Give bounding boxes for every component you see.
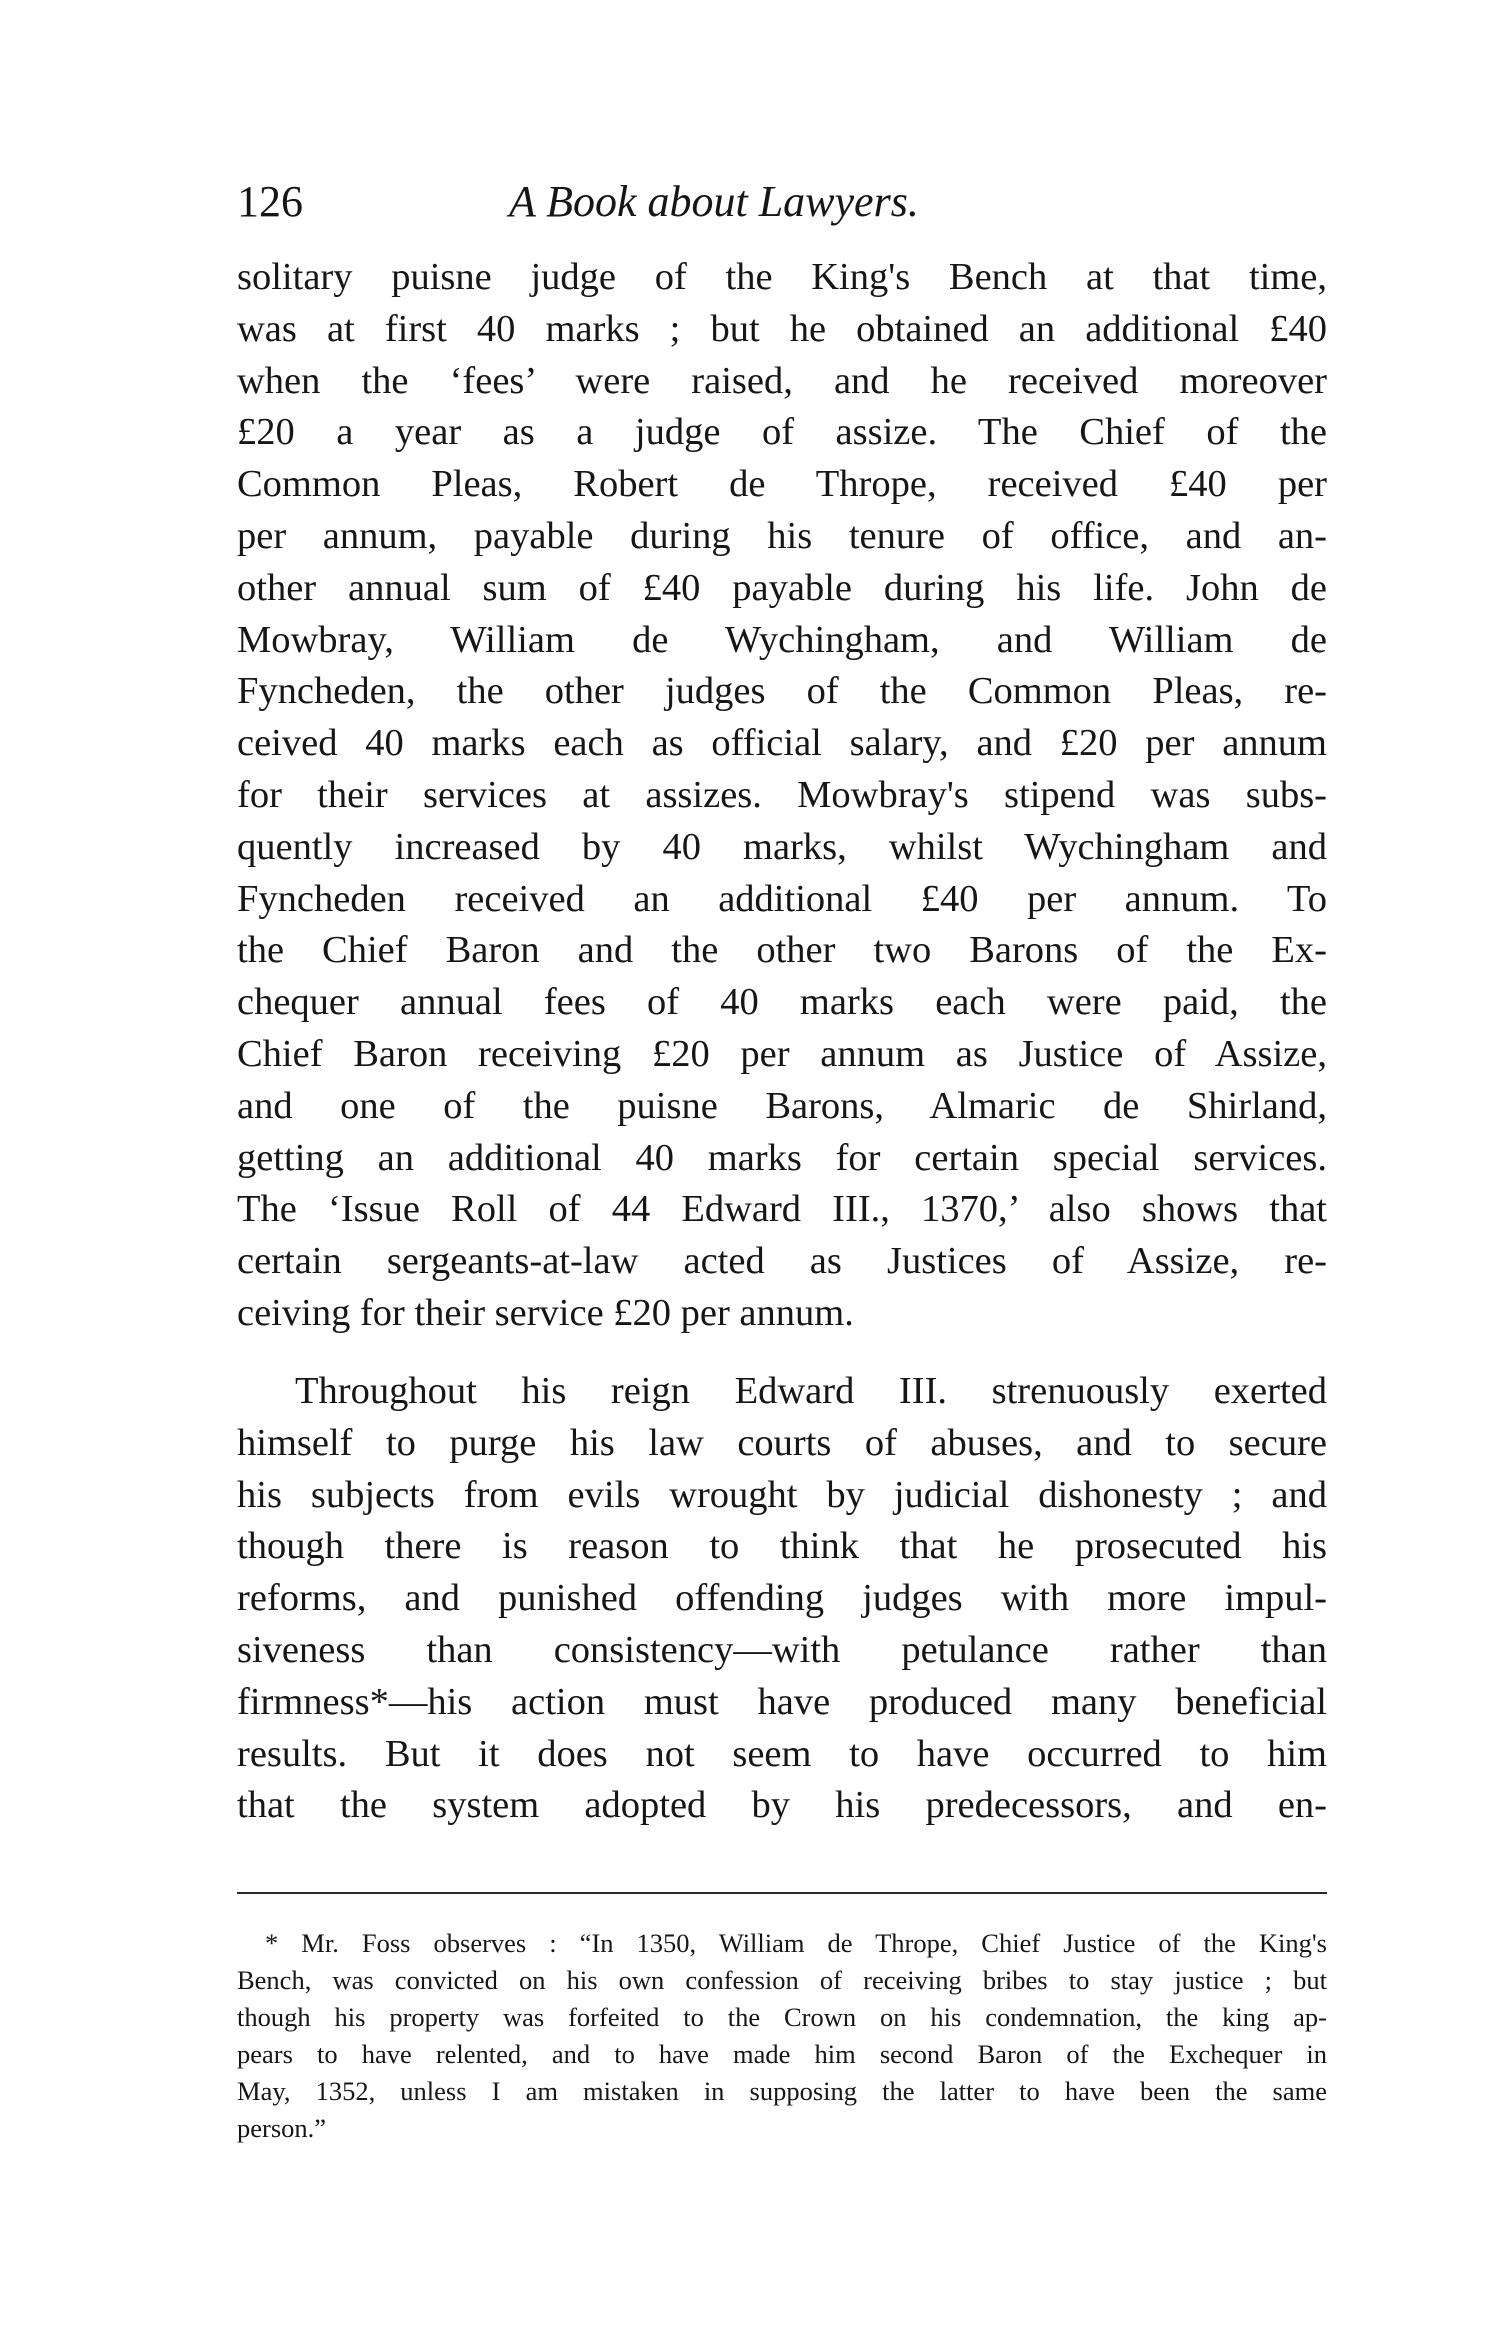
text-line: The ‘Issue Roll of 44 Edward III., 1370,’ also shows that [237, 1188, 1327, 1231]
text-line: per annum, payable during his tenure of office, and an- [237, 514, 1327, 557]
text-line: Throughout his reign Edward III. strenuously exerted [295, 1370, 1327, 1412]
footnote-line: Bench, was convicted on his own confession of receiving bribes to stay justice ; but [237, 1965, 1327, 1995]
text-line: and one of the puisne Barons, Almaric de Shirland, [237, 1084, 1327, 1127]
footnote-line: pears to have relented, and to have made him second Baron of the Exchequer in [237, 2039, 1327, 2069]
text-line: results. But it does not seem to have occurred to him [237, 1732, 1327, 1775]
running-title: A Book about Lawyers. [509, 177, 919, 226]
text-line: Fyncheden, the other judges of the Common Pleas, re- [237, 670, 1327, 713]
paragraph-continued [237, 252, 1327, 1340]
footnote-line: though his property was forfeited to the Crown on his condemnation, the king ap- [237, 2002, 1327, 2032]
text-line: the Chief Baron and the other two Barons of the Ex- [237, 929, 1327, 972]
text-line: solitary puisne judge of the King's Bench at that time, [237, 256, 1327, 298]
text-line: £20 a year as a judge of assize. The Chief of the [237, 411, 1327, 454]
text-line: siveness than consistency—with petulance rather than [237, 1628, 1327, 1671]
footnote-line: person.” [237, 2113, 327, 2143]
footnote [237, 1925, 1327, 2147]
page-number: 126 [237, 177, 303, 226]
text-line: though there is reason to think that he prosecuted his [237, 1525, 1327, 1568]
footnote-line: * Mr. Foss observes : “In 1350, William de Thrope, Chief Justice of the King's [265, 1928, 1327, 1958]
text-line: Common Pleas, Robert de Thrope, received £40 per [237, 463, 1327, 506]
text-line: himself to purge his law courts of abuses, and to secure [237, 1421, 1327, 1464]
text-line: quently increased by 40 marks, whilst Wychingham and [237, 825, 1327, 868]
text-line: that the system adopted by his predecessors, and en- [237, 1784, 1327, 1827]
footnote-divider [237, 1892, 1327, 1894]
text-line: reforms, and punished offending judges with more impul- [237, 1577, 1327, 1620]
text-line: was at first 40 marks ; but he obtained an additional £40 [237, 307, 1327, 350]
text-line: ceived 40 marks each as official salary, and £20 per annum [237, 722, 1327, 765]
paragraph-edward-iii [237, 1366, 1327, 1832]
running-head [237, 172, 1327, 234]
text-line: Mowbray, William de Wychingham, and William de [237, 618, 1327, 661]
text-line: certain sergeants-at-law acted as Justices of Assize, re- [237, 1240, 1327, 1283]
text-line: his subjects from evils wrought by judicial dishonesty ; and [237, 1473, 1327, 1516]
text-line: Fyncheden received an additional £40 per annum. To [237, 877, 1327, 920]
text-line: ceiving for their service £20 per annum. [237, 1291, 854, 1334]
text-line: getting an additional 40 marks for certain special services. [237, 1136, 1327, 1179]
text-line: other annual sum of £40 payable during his life. John de [237, 566, 1327, 609]
text-line: Chief Baron receiving £20 per annum as Justice of Assize, [237, 1032, 1327, 1075]
text-line: for their services at assizes. Mowbray's stipend was subs- [237, 773, 1327, 816]
footnote-line: May, 1352, unless I am mistaken in supposing the latter to have been the same [237, 2076, 1327, 2106]
text-line: firmness*—his action must have produced many beneficial [237, 1680, 1327, 1723]
text-line: when the ‘fees’ were raised, and he received moreover [237, 359, 1327, 402]
text-line: chequer annual fees of 40 marks each were paid, the [237, 981, 1327, 1024]
